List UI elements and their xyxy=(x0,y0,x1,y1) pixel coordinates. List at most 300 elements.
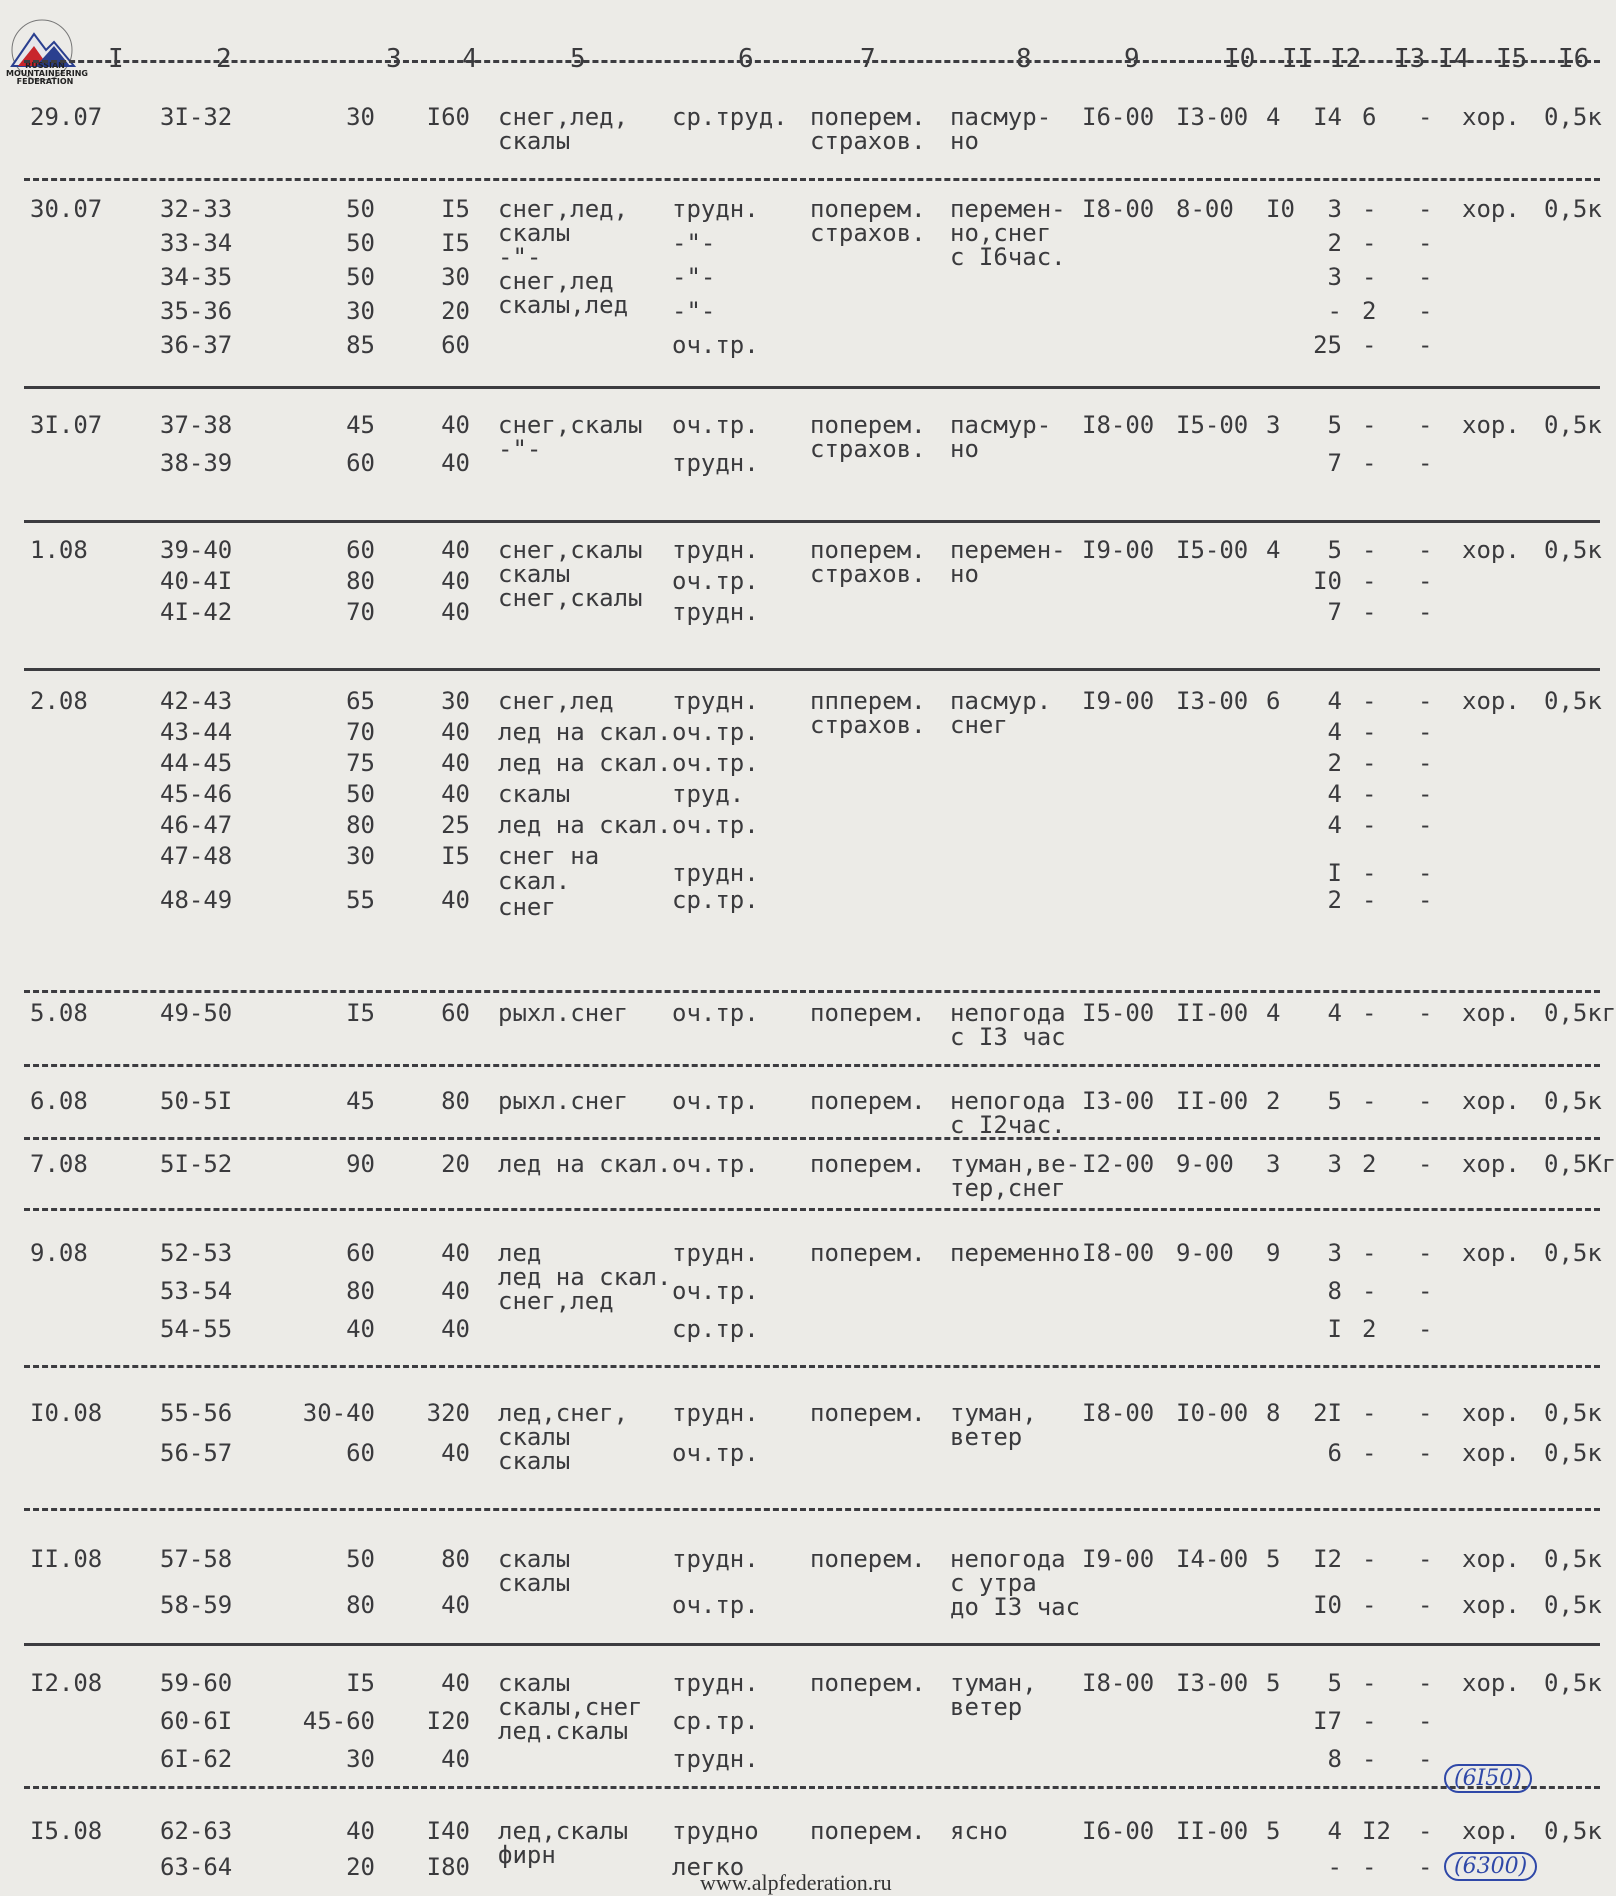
row-divider xyxy=(24,1365,1600,1368)
terrain-cell: снег,лед xyxy=(498,687,614,715)
weather-cell: ветер xyxy=(950,1423,1023,1451)
col14-cell: - xyxy=(1418,411,1433,439)
steepness-cell: 40 xyxy=(346,1315,375,1343)
terrain-cell: скалы xyxy=(498,780,571,808)
col16-cell: 0,5к xyxy=(1544,1087,1602,1115)
col13-cell: - xyxy=(1362,811,1377,839)
col14-cell: - xyxy=(1418,780,1433,808)
terrain-cell: снег,лед xyxy=(498,1287,614,1315)
difficulty-cell: оч.тр. xyxy=(672,411,759,439)
segment-cell: 4I-42 xyxy=(160,598,233,626)
col13-cell: - xyxy=(1362,536,1377,564)
start-time-cell: I5-00 xyxy=(1082,999,1155,1027)
col14-cell: - xyxy=(1418,1545,1433,1573)
col14-cell: - xyxy=(1418,567,1433,595)
difficulty-cell: ср.труд. xyxy=(672,103,788,131)
col12-cell: 3 xyxy=(1327,195,1342,223)
weather-cell: пасмур- xyxy=(950,411,1052,439)
weather-cell: туман, xyxy=(950,1669,1037,1697)
col12-cell: - xyxy=(1327,1853,1342,1881)
start-time-cell: I6-00 xyxy=(1082,1817,1155,1845)
hours-cell: 4 xyxy=(1266,103,1281,131)
col12-cell: I2 xyxy=(1313,1545,1342,1573)
col14-cell: - xyxy=(1418,331,1433,359)
steepness-cell: 60 xyxy=(346,449,375,477)
col13-cell: I2 xyxy=(1362,1817,1391,1845)
end-time-cell: I5-00 xyxy=(1176,536,1249,564)
difficulty-cell: оч.тр. xyxy=(672,567,759,595)
row-divider xyxy=(24,668,1600,671)
hours-cell: 4 xyxy=(1266,999,1281,1027)
belay-cell: ппперем. xyxy=(810,687,926,715)
belay-cell: поперем. xyxy=(810,1087,926,1115)
difficulty-cell: оч.тр. xyxy=(672,1277,759,1305)
end-time-cell: II-00 xyxy=(1176,999,1249,1027)
segment-cell: 63-64 xyxy=(160,1853,233,1881)
difficulty-cell: ср.тр. xyxy=(672,1707,759,1735)
segment-cell: 58-59 xyxy=(160,1591,233,1619)
column-header-5: 5 xyxy=(570,44,586,74)
steepness-cell: 30 xyxy=(346,297,375,325)
column-header-8: 8 xyxy=(1016,44,1032,74)
date-cell: 3I.07 xyxy=(30,411,103,439)
segment-cell: 32-33 xyxy=(160,195,233,223)
col14-cell: - xyxy=(1418,1439,1433,1467)
hours-cell: 5 xyxy=(1266,1545,1281,1573)
col14-cell: - xyxy=(1418,1239,1433,1267)
col13-cell: - xyxy=(1362,1239,1377,1267)
weather-cell: с I3 час xyxy=(950,1023,1066,1051)
col12-cell: 6 xyxy=(1327,1439,1342,1467)
terrain-cell: снег,лед xyxy=(498,267,614,295)
terrain-cell: скал. xyxy=(498,867,571,895)
start-time-cell: I9-00 xyxy=(1082,536,1155,564)
weather-cell: с утра xyxy=(950,1569,1037,1597)
steepness-cell: 80 xyxy=(346,1277,375,1305)
weather-cell: с I6час. xyxy=(950,243,1066,271)
col14-cell: - xyxy=(1418,999,1433,1027)
length-cell: 60 xyxy=(441,331,470,359)
col13-cell: - xyxy=(1362,780,1377,808)
hours-cell: 2 xyxy=(1266,1087,1281,1115)
food-cell: хор. xyxy=(1462,1591,1520,1619)
difficulty-cell: легко xyxy=(672,1853,745,1881)
weather-cell: непогода xyxy=(950,1087,1066,1115)
col12-cell: - xyxy=(1327,297,1342,325)
terrain-cell: рыхл.снег xyxy=(498,999,629,1027)
row-divider xyxy=(24,1786,1600,1789)
terrain-cell: рыхл.снег xyxy=(498,1087,629,1115)
end-time-cell: I3-00 xyxy=(1176,103,1249,131)
steepness-cell: I5 xyxy=(346,999,375,1027)
weather-cell: пасмур. xyxy=(950,687,1052,715)
col12-cell: 4 xyxy=(1327,780,1342,808)
row-divider xyxy=(24,1064,1600,1067)
row-divider xyxy=(24,60,1600,63)
col13-cell: - xyxy=(1362,1745,1377,1773)
hours-cell: 9 xyxy=(1266,1239,1281,1267)
segment-cell: 33-34 xyxy=(160,229,233,257)
terrain-cell: скалы xyxy=(498,560,571,588)
steepness-cell: 50 xyxy=(346,263,375,291)
terrain-cell: лед на скал. xyxy=(498,811,672,839)
column-header-6: 6 xyxy=(738,44,754,74)
steepness-cell: I5 xyxy=(346,1669,375,1697)
difficulty-cell: оч.тр. xyxy=(672,749,759,777)
weather-cell: до I3 час xyxy=(950,1593,1081,1621)
steepness-cell: 45-60 xyxy=(302,1707,375,1735)
weather-cell: тер,снег xyxy=(950,1174,1066,1202)
belay-cell: поперем. xyxy=(810,195,926,223)
weather-cell: перемен- xyxy=(950,195,1066,223)
col16-cell: 0,5к xyxy=(1544,195,1602,223)
col13-cell: - xyxy=(1362,195,1377,223)
belay-cell: поперем. xyxy=(810,1817,926,1845)
column-header-1: I xyxy=(108,44,124,74)
date-cell: I5.08 xyxy=(30,1817,103,1845)
terrain-cell: скалы xyxy=(498,1423,571,1451)
col16-cell: 0,5к xyxy=(1544,687,1602,715)
handwritten-altitude-note: (6I50) xyxy=(1444,1764,1532,1793)
belay-cell: поперем. xyxy=(810,1669,926,1697)
col14-cell: - xyxy=(1418,749,1433,777)
col12-cell: 5 xyxy=(1327,411,1342,439)
col14-cell: - xyxy=(1418,229,1433,257)
belay-cell: поперем. xyxy=(810,103,926,131)
weather-cell: непогода xyxy=(950,1545,1066,1573)
col13-cell: - xyxy=(1362,1439,1377,1467)
belay-cell: поперем. xyxy=(810,999,926,1027)
col13-cell: 2 xyxy=(1362,297,1377,325)
col14-cell: - xyxy=(1418,1707,1433,1735)
terrain-cell: скалы xyxy=(498,127,571,155)
col14-cell: - xyxy=(1418,1817,1433,1845)
col12-cell: 2 xyxy=(1327,229,1342,257)
belay-cell: страхов. xyxy=(810,560,926,588)
end-time-cell: II-00 xyxy=(1176,1817,1249,1845)
food-cell: хор. xyxy=(1462,687,1520,715)
steepness-cell: 50 xyxy=(346,1545,375,1573)
row-divider xyxy=(24,1137,1600,1140)
belay-cell: страхов. xyxy=(810,219,926,247)
length-cell: I5 xyxy=(441,229,470,257)
col12-cell: 5 xyxy=(1327,1087,1342,1115)
weather-cell: непогода xyxy=(950,999,1066,1027)
terrain-cell: лед.скалы xyxy=(498,1717,629,1745)
terrain-cell: лед на скал. xyxy=(498,718,672,746)
col12-cell: 2I xyxy=(1313,1399,1342,1427)
col13-cell: - xyxy=(1362,1277,1377,1305)
food-cell: хор. xyxy=(1462,195,1520,223)
difficulty-cell: трудн. xyxy=(672,1239,759,1267)
weather-cell: ветер xyxy=(950,1693,1023,1721)
col16-cell: 0,5к xyxy=(1544,411,1602,439)
col13-cell: - xyxy=(1362,687,1377,715)
difficulty-cell: ср.тр. xyxy=(672,886,759,914)
terrain-cell: -"- xyxy=(498,243,542,271)
steepness-cell: 55 xyxy=(346,886,375,914)
terrain-cell: лед,снег, xyxy=(498,1399,629,1427)
col12-cell: 25 xyxy=(1313,331,1342,359)
segment-cell: 57-58 xyxy=(160,1545,233,1573)
length-cell: 40 xyxy=(441,598,470,626)
belay-cell: поперем. xyxy=(810,1150,926,1178)
col16-cell: 0,5к xyxy=(1544,1439,1602,1467)
row-divider xyxy=(24,1643,1600,1646)
col12-cell: 2 xyxy=(1327,886,1342,914)
belay-cell: страхов. xyxy=(810,711,926,739)
length-cell: 40 xyxy=(441,536,470,564)
difficulty-cell: оч.тр. xyxy=(672,331,759,359)
segment-cell: 59-60 xyxy=(160,1669,233,1697)
segment-cell: 5I-52 xyxy=(160,1150,233,1178)
difficulty-cell: ср.тр. xyxy=(672,1315,759,1343)
col14-cell: - xyxy=(1418,687,1433,715)
col16-cell: 0,5к xyxy=(1544,1545,1602,1573)
length-cell: 40 xyxy=(441,1315,470,1343)
col12-cell: I xyxy=(1327,859,1342,887)
food-cell: хор. xyxy=(1462,1817,1520,1845)
steepness-cell: 80 xyxy=(346,811,375,839)
length-cell: 80 xyxy=(441,1545,470,1573)
hours-cell: 3 xyxy=(1266,1150,1281,1178)
food-cell: хор. xyxy=(1462,999,1520,1027)
col13-cell: 2 xyxy=(1362,1315,1377,1343)
col12-cell: 4 xyxy=(1327,811,1342,839)
col13-cell: - xyxy=(1362,1545,1377,1573)
col12-cell: 7 xyxy=(1327,598,1342,626)
col12-cell: 4 xyxy=(1327,999,1342,1027)
terrain-cell: снег на xyxy=(498,842,600,870)
footer-url[interactable]: www.alpfederation.ru xyxy=(700,1870,892,1895)
row-divider xyxy=(24,386,1600,389)
col14-cell: - xyxy=(1418,718,1433,746)
terrain-cell: скалы xyxy=(498,1447,571,1475)
steepness-cell: 50 xyxy=(346,195,375,223)
col14-cell: - xyxy=(1418,536,1433,564)
steepness-cell: 85 xyxy=(346,331,375,359)
segment-cell: 49-50 xyxy=(160,999,233,1027)
food-cell: хор. xyxy=(1462,1150,1520,1178)
col14-cell: - xyxy=(1418,1669,1433,1697)
column-header-4: 4 xyxy=(462,44,478,74)
steepness-cell: 20 xyxy=(346,1853,375,1881)
weather-cell: переменно xyxy=(950,1239,1081,1267)
column-header-12: I2 xyxy=(1330,44,1362,74)
row-divider xyxy=(24,1508,1600,1511)
segment-cell: 55-56 xyxy=(160,1399,233,1427)
column-header-2: 2 xyxy=(216,44,232,74)
start-time-cell: I8-00 xyxy=(1082,195,1155,223)
steepness-cell: 30 xyxy=(346,842,375,870)
segment-cell: 6I-62 xyxy=(160,1745,233,1773)
column-header-9: 9 xyxy=(1124,44,1140,74)
belay-cell: поперем. xyxy=(810,1239,926,1267)
date-cell: 2.08 xyxy=(30,687,88,715)
end-time-cell: I3-00 xyxy=(1176,687,1249,715)
handwritten-altitude-note: (6300) xyxy=(1444,1852,1537,1881)
length-cell: I5 xyxy=(441,842,470,870)
col13-cell: - xyxy=(1362,1087,1377,1115)
col14-cell: - xyxy=(1418,886,1433,914)
col12-cell: 3 xyxy=(1327,1150,1342,1178)
difficulty-cell: трудн. xyxy=(672,449,759,477)
segment-cell: 34-35 xyxy=(160,263,233,291)
row-divider xyxy=(24,520,1600,523)
col14-cell: - xyxy=(1418,1399,1433,1427)
food-cell: хор. xyxy=(1462,1239,1520,1267)
length-cell: 40 xyxy=(441,1239,470,1267)
segment-cell: 39-40 xyxy=(160,536,233,564)
difficulty-cell: трудн. xyxy=(672,1545,759,1573)
length-cell: 25 xyxy=(441,811,470,839)
terrain-cell: снег,скалы xyxy=(498,411,643,439)
weather-cell: но xyxy=(950,127,979,155)
length-cell: 40 xyxy=(441,1439,470,1467)
belay-cell: поперем. xyxy=(810,1399,926,1427)
col16-cell: 0,5к xyxy=(1544,1669,1602,1697)
terrain-cell: лед на скал. xyxy=(498,1150,672,1178)
end-time-cell: I4-00 xyxy=(1176,1545,1249,1573)
col12-cell: 8 xyxy=(1327,1745,1342,1773)
length-cell: 40 xyxy=(441,718,470,746)
col13-cell: - xyxy=(1362,1707,1377,1735)
col13-cell: - xyxy=(1362,598,1377,626)
weather-cell: но xyxy=(950,435,979,463)
start-time-cell: I8-00 xyxy=(1082,411,1155,439)
difficulty-cell: трудн. xyxy=(672,1745,759,1773)
steepness-cell: 40 xyxy=(346,1817,375,1845)
col13-cell: - xyxy=(1362,718,1377,746)
col13-cell: - xyxy=(1362,749,1377,777)
date-cell: I0.08 xyxy=(30,1399,103,1427)
length-cell: 40 xyxy=(441,1591,470,1619)
segment-cell: 42-43 xyxy=(160,687,233,715)
steepness-cell: 60 xyxy=(346,1439,375,1467)
row-divider xyxy=(24,178,1600,181)
belay-cell: поперем. xyxy=(810,1545,926,1573)
length-cell: I20 xyxy=(426,1707,470,1735)
difficulty-cell: оч.тр. xyxy=(672,718,759,746)
col13-cell: - xyxy=(1362,449,1377,477)
difficulty-cell: трудн. xyxy=(672,598,759,626)
weather-cell: туман, xyxy=(950,1399,1037,1427)
hours-cell: I0 xyxy=(1266,195,1295,223)
hours-cell: 5 xyxy=(1266,1669,1281,1697)
weather-cell: но xyxy=(950,560,979,588)
col14-cell: - xyxy=(1418,598,1433,626)
difficulty-cell: труд. xyxy=(672,780,745,808)
col13-cell: - xyxy=(1362,567,1377,595)
date-cell: 29.07 xyxy=(30,103,103,131)
length-cell: 20 xyxy=(441,297,470,325)
hours-cell: 8 xyxy=(1266,1399,1281,1427)
terrain-cell: лед,скалы xyxy=(498,1817,629,1845)
weather-cell: с I2час. xyxy=(950,1111,1066,1139)
column-header-15: I5 xyxy=(1496,44,1528,74)
terrain-cell: скалы xyxy=(498,1569,571,1597)
terrain-cell: скалы xyxy=(498,219,571,247)
terrain-cell: скалы xyxy=(498,1545,571,1573)
start-time-cell: I6-00 xyxy=(1082,103,1155,131)
col16-cell: 0,5кг xyxy=(1544,999,1616,1027)
col16-cell: 0,5Кг xyxy=(1544,1150,1616,1178)
col14-cell: - xyxy=(1418,1591,1433,1619)
col16-cell: 0,5к xyxy=(1544,1239,1602,1267)
col13-cell: - xyxy=(1362,1399,1377,1427)
food-cell: хор. xyxy=(1462,536,1520,564)
difficulty-cell: оч.тр. xyxy=(672,1439,759,1467)
start-time-cell: I9-00 xyxy=(1082,687,1155,715)
col14-cell: - xyxy=(1418,449,1433,477)
food-cell: хор. xyxy=(1462,1669,1520,1697)
start-time-cell: I8-00 xyxy=(1082,1239,1155,1267)
col13-cell: - xyxy=(1362,999,1377,1027)
col14-cell: - xyxy=(1418,859,1433,887)
difficulty-cell: трудн. xyxy=(672,859,759,887)
col12-cell: 4 xyxy=(1327,1817,1342,1845)
segment-cell: 44-45 xyxy=(160,749,233,777)
length-cell: 20 xyxy=(441,1150,470,1178)
segment-cell: 43-44 xyxy=(160,718,233,746)
col13-cell: - xyxy=(1362,411,1377,439)
hours-cell: 6 xyxy=(1266,687,1281,715)
segment-cell: 36-37 xyxy=(160,331,233,359)
col14-cell: - xyxy=(1418,1745,1433,1773)
start-time-cell: I8-00 xyxy=(1082,1669,1155,1697)
segment-cell: 35-36 xyxy=(160,297,233,325)
steepness-cell: 50 xyxy=(346,780,375,808)
difficulty-cell: -"- xyxy=(672,263,716,291)
col13-cell: - xyxy=(1362,886,1377,914)
terrain-cell: снег,скалы xyxy=(498,536,643,564)
row-divider xyxy=(24,990,1600,993)
segment-cell: 37-38 xyxy=(160,411,233,439)
segment-cell: 48-49 xyxy=(160,886,233,914)
difficulty-cell: оч.тр. xyxy=(672,999,759,1027)
end-time-cell: 8-00 xyxy=(1176,195,1234,223)
end-time-cell: I5-00 xyxy=(1176,411,1249,439)
end-time-cell: I3-00 xyxy=(1176,1669,1249,1697)
col13-cell: - xyxy=(1362,1669,1377,1697)
col13-cell: - xyxy=(1362,1853,1377,1881)
terrain-cell: снег,лед, xyxy=(498,103,629,131)
col16-cell: 0,5к xyxy=(1544,536,1602,564)
difficulty-cell: трудн. xyxy=(672,687,759,715)
col12-cell: 8 xyxy=(1327,1277,1342,1305)
belay-cell: страхов. xyxy=(810,127,926,155)
row-divider xyxy=(24,1208,1600,1211)
end-time-cell: 9-00 xyxy=(1176,1239,1234,1267)
terrain-cell: -"- xyxy=(498,435,542,463)
hours-cell: 3 xyxy=(1266,411,1281,439)
col14-cell: - xyxy=(1418,263,1433,291)
terrain-cell: снег,скалы xyxy=(498,584,643,612)
start-time-cell: I3-00 xyxy=(1082,1087,1155,1115)
food-cell: хор. xyxy=(1462,103,1520,131)
col14-cell: - xyxy=(1418,1853,1433,1881)
steepness-cell: 80 xyxy=(346,567,375,595)
length-cell: I60 xyxy=(426,103,470,131)
length-cell: I5 xyxy=(441,195,470,223)
col12-cell: I0 xyxy=(1313,567,1342,595)
end-time-cell: I0-00 xyxy=(1176,1399,1249,1427)
steepness-cell: 45 xyxy=(346,1087,375,1115)
length-cell: 40 xyxy=(441,749,470,777)
column-header-10: I0 xyxy=(1224,44,1256,74)
difficulty-cell: -"- xyxy=(672,297,716,325)
col14-cell: - xyxy=(1418,103,1433,131)
